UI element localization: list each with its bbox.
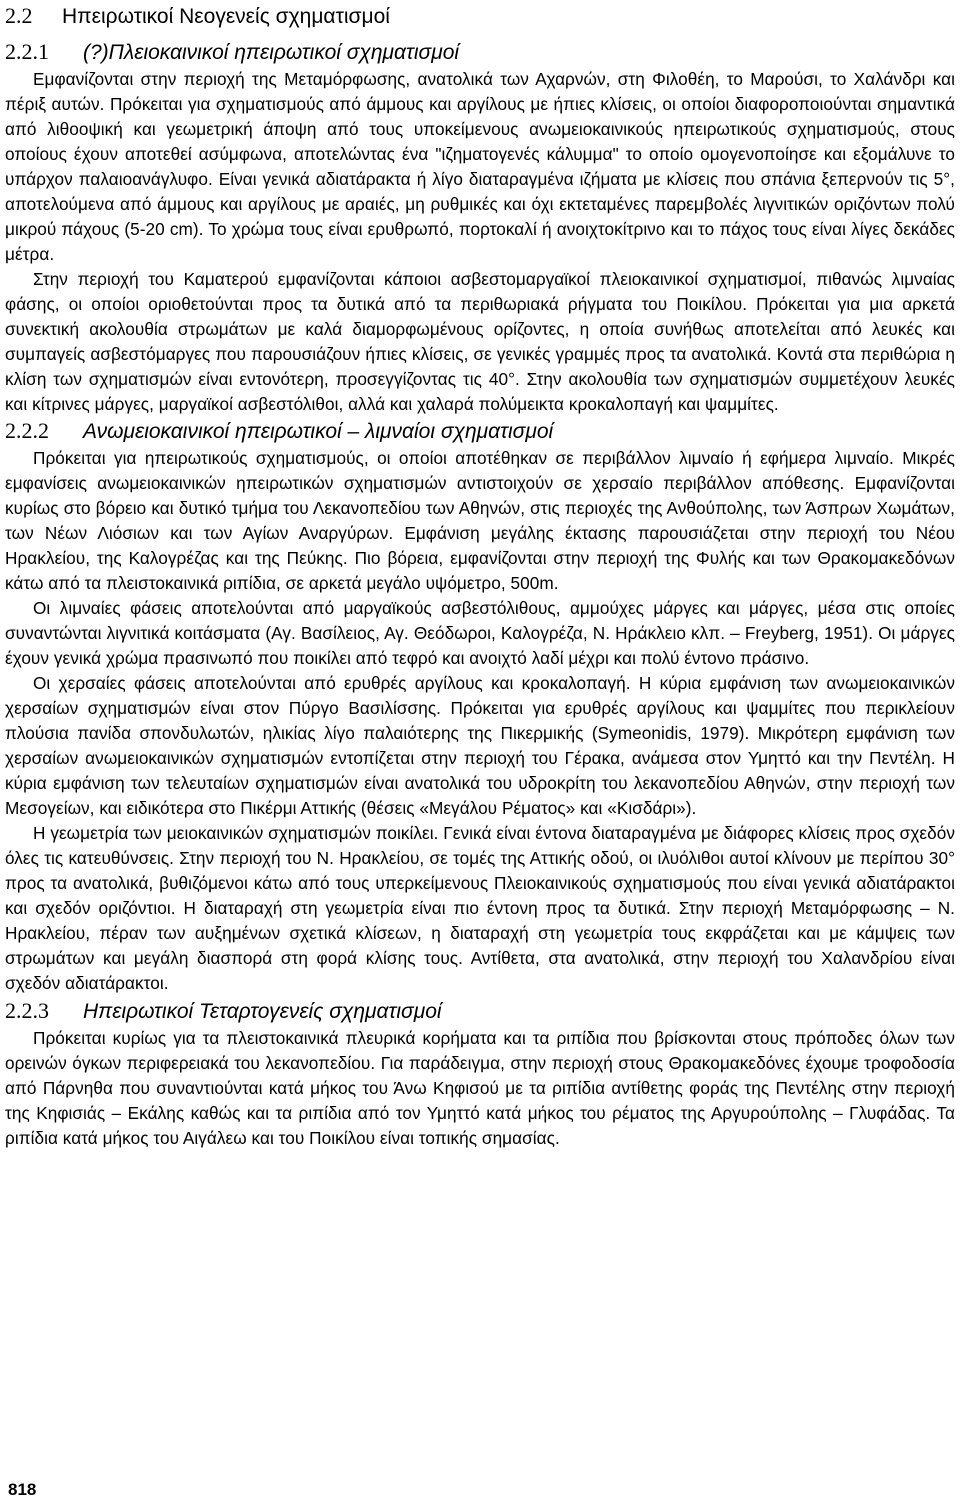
- paragraph: Εμφανίζονται στην περιοχή της Μεταμόρφωσης, ανατολικά των Αχαρνών, στη Φιλοθέη, το Μαρούσι, το Χαλάνδρι και πέριξ αυτών. Πρόκειται για σχηματισμούς από άμμους και αργίλους με ήπιες κλίσεις, οι οποίοι διαφοροποιούνται σημαντικά από λιθοοψική και γεωμετρική άποψη από τους υποκείμενους ανωμειοκαινικούς ηπειρωτικούς σχηματισμούς, στους οποίους έχουν αποτεθεί ασύμφωνα, αποτελώντας ένα "ιζηματογενές κάλυμμα" το οποίο ομογενοποίησε και εξομάλυνε το υπάρχον παλαιοανάγλυφο. Είναι γενικά αδιατάρακτα ή λίγο διαταραγμένα ιζήματα με κλίσεις που σπάνια ξεπερνούν τις 5°, αποτελούμενα από άμμους και αργίλους με αραιές, μη ρυθμικές και όχι εκτεταμένες παρεμβολές λιγνιτικών οριζόντων πολύ μικρού πάχους (5-20 cm). Το χρώμα τους είναι ερυθρωπό, πορτοκαλί ή ανοιχτοκίτρινο και το πάχος τους είναι λίγες δεκάδες μέτρα.: [5, 69, 955, 264]
- subsection-heading: [5, 997, 955, 1026]
- paragraph: Η γεωμετρία των μειοκαινικών σχηματισμών ποικίλει. Γενικά είναι έντονα διαταραγμένα με διάφορες κλίσεις προς σχεδόν όλες τις κατευθύνσεις. Στην περιοχή του Ν. Ηρακλείου, σε τομές της Αττικής οδού, οι ιλυόλιθοι αυτοί κλίνουν με περίπου 30° προς τα ανατολικά, βυθιζόμενοι κάτω από τους υπερκείμενους Πλειοκαινικούς σχηματισμούς που είναι γενικά αδιατάρακτοι και σχεδόν οριζόντιοι. Η διαταραχή στη γεωμετρία είναι πιο έντονη προς τα δυτικά. Στην περιοχή Μεταμόρφωσης – Ν. Ηρακλείου, πέραν των αυξημένων σχετικά κλίσεων, η διαταραχή στη γεωμετρία τους εκφράζεται και με κάμψεις των στρωμάτων και μεγάλη διασπορά στη φορά κλίσης τους. Αντίθετα, στα ανατολικά, στην περιοχή του Χαλανδρίου είναι σχεδόν αδιατάρακτοι.: [5, 823, 955, 993]
- subsection-number: 2.2.3: [5, 998, 49, 1023]
- subsection-2-2-1: [5, 38, 955, 417]
- subsection-heading: [5, 38, 955, 67]
- subsection-2-2-3: [5, 997, 955, 1151]
- paragraph: Πρόκειται για ηπειρωτικούς σχηματισμούς, οι οποίοι αποτέθηκαν σε περιβάλλον λιμναίο ή εφήμερα λιμναίο. Μικρές εμφανίσεις ανωμειοκαινικών ηπειρωτικών σχηματισμών αντιστοιχούν σε χερσαίο περιβάλλον απόθεσης. Εμφανίζονται κυρίως στο βόρειο και δυτικό τμήμα του Λεκανοπεδίου των Αθηνών, στις περιοχές της Ανθούπολης, των Άσπρων Χωμάτων, των Νέων Λιόσιων και των Αγίων Αναργύρων. Εμφάνιση μεγάλης έκτασης παρουσιάζεται στην περιοχή του Νέου Ηρακλείου, της Καλογρέζας και της Πεύκης. Πιο βόρεια, εμφανίζονται στην περιοχή της Φυλής και των Θρακομακεδόνων κάτω από τα πλειστοκαινικά ριπίδια, σε αρκετά μεγάλο υψόμετρο, 500m.: [5, 448, 955, 593]
- subsection-body: [5, 1026, 955, 1151]
- subsection-heading: [5, 417, 955, 446]
- section-number: 2.2: [5, 3, 33, 28]
- section-heading: [5, 0, 955, 38]
- subsection-title: Ηπειρωτικοί Τεταρτογενείς σχηματισμοί: [83, 1000, 442, 1023]
- subsection-2-2-2: [5, 417, 955, 996]
- paragraph: Πρόκειται κυρίως για τα πλειστοκαινικά πλευρικά κορήματα και τα ριπίδια που βρίσκονται στους πρόποδες όλων των ορεινών όγκων περιφερειακά του λεκανοπεδίου. Για παράδειγμα, στην περιοχή στους Θρακομακεδόνες έχουμε τροφοδοσία από Πάρνηθα που συναντιούνται κατά μήκος του Άνω Κηφισού με τα ριπίδια αντίθετης φοράς της Πεντέλης στην περιοχή της Κηφισιάς – Εκάλης καθώς και τα ριπίδια από τον Υμηττό κατά μήκος του ρέματος της Αργυρούπολης – Γλυφάδας. Τα ριπίδια κατά μήκος του Αιγάλεω και του Ποικίλου είναι τοπικής σημασίας.: [5, 1028, 955, 1148]
- page-number: 818: [8, 1480, 37, 1499]
- subsection-body: [5, 67, 955, 417]
- document-page: [5, 0, 955, 1151]
- section-title: Ηπειρωτικοί Νεογενείς σχηματισμοί: [62, 5, 390, 28]
- subsection-title: (?)Πλειοκαινικοί ηπειρωτικοί σχηματισμοί: [83, 41, 460, 64]
- subsection-number: 2.2.1: [5, 39, 49, 64]
- paragraph: Οι λιμναίες φάσεις αποτελούνται από μαργαϊκούς ασβεστόλιθους, αμμούχες μάργες και μάργες, μέσα στις οποίες συναντώνται λιγνιτικά κοιτάσματα (Αγ. Βασίλειος, Αγ. Θεόδωροι, Καλογρέζα, Ν. Ηράκλειο κλπ. – Freyberg, 1951). Οι μάργες έχουν γενικά χρώμα πρασινωπό που ποικίλει από τεφρό και ανοιχτό λαδί μέχρι και πολύ έντονο πράσινο.: [5, 598, 955, 668]
- subsection-number: 2.2.2: [5, 418, 49, 443]
- paragraph: Οι χερσαίες φάσεις αποτελούνται από ερυθρές αργίλους και κροκαλοπαγή. Η κύρια εμφάνιση των ανωμειοκαινικών χερσαίων σχηματισμών είναι στον Πύργο Βασιλίσσης. Πρόκειται για ερυθρές αργίλους και ψαμμίτες που περικλείουν πλούσια πανίδα σπονδυλωτών, ηλικίας λίγο παλαιότερης της Πικερμικής (Symeonidis, 1979). Μικρότερη εμφάνιση των χερσαίων ανωμειοκαινικών σχηματισμών εντοπίζεται στην περιοχή του Γέρακα, ανάμεσα στον Υμηττό και την Πεντέλη. Η κύρια εμφάνιση των τελευταίων σχηματισμών είναι ανατολικά του υδροκρίτη του λεκανοπεδίου Αθηνών, στην περιοχή των Μεσογείων, και ειδικότερα στο Πικέρμι Αττικής (θέσεις «Μεγάλου Ρέματος» και «Κισδάρι»).: [5, 673, 955, 818]
- paragraph: Στην περιοχή του Καματερού εμφανίζονται κάποιοι ασβεστομαργαϊκοί πλειοκαινικοί σχηματισμοί, πιθανώς λιμναίας φάσης, οι οποίοι οριοθετούνται προς τα δυτικά από τα περιθωριακά ρήγματα του Ποικίλου. Πρόκειται για μια αρκετά συνεκτική ακολουθία στρωμάτων με καλά διαμορφωμένους ορίζοντες, η οποία συνήθως αποτελείται από λευκές και συμπαγείς ασβεστόμαργες που παρουσιάζουν ήπιες κλίσεις, σε γενικές γραμμές προς τα ανατολικά. Κοντά στα περιθώρια η κλίση των σχηματισμών είναι εντονότερη, προσεγγίζοντας τις 40°. Στην ακολουθία των σχηματισμών συμμετέχουν λευκές και κίτρινες μάργες, μαργαϊκοί ασβεστόλιθοι, αλλά και χαλαρά πολύμεικτα κροκαλοπαγή και ψαμμίτες.: [5, 269, 955, 414]
- subsection-body: [5, 446, 955, 996]
- subsection-title: Ανωμειοκαινικοί ηπειρωτικοί – λιμναίοι σχηματισμοί: [83, 420, 554, 443]
